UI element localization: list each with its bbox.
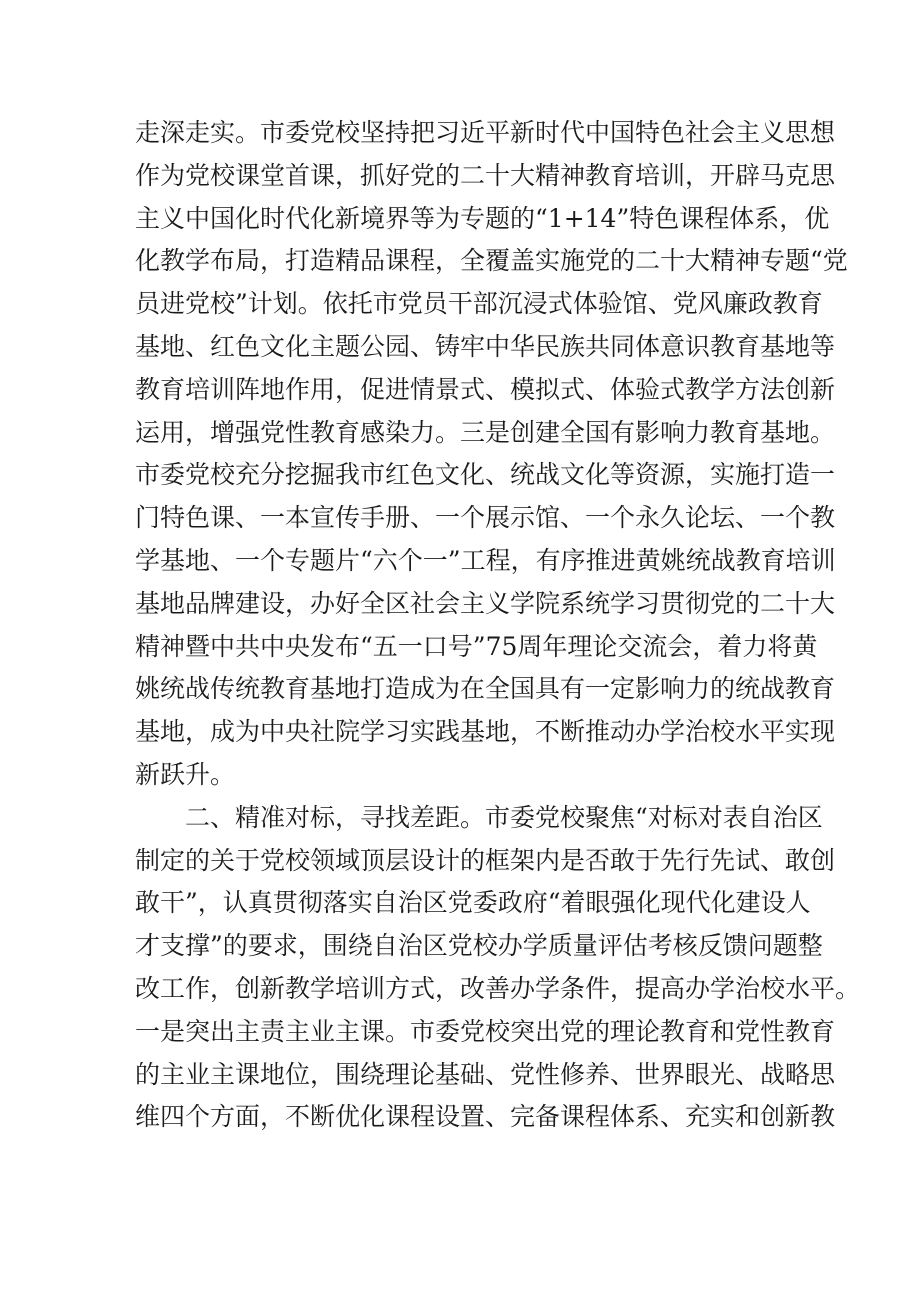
text-line: 主义中国化时代化新境界等为专题的“1+14”特色课程体系，优 (135, 203, 830, 233)
text-line: 一是突出主责主业主课。市委党校突出党的理论教育和党性教育 (135, 1016, 836, 1046)
text-line: 的主业主课地位，围绕理论基础、党性修养、世界眼光、战略思 (135, 1059, 836, 1089)
text-line: 走深走实。市委党校坚持把习近平新时代中国特色社会主义思想 (135, 118, 836, 147)
text-line: 制定的关于党校领域顶层设计的框架内是否敢于先行先试、敢创 (135, 845, 836, 875)
text-line: 基地，成为中央社院学习实践基地，不断推动办学治校水平实现 (135, 717, 836, 747)
text-line: 学基地、一个专题片“六个一”工程，有序推进黄姚统战教育培训 (135, 545, 836, 575)
text-line: 维四个方面，不断优化课程设置、完备课程体系、充实和创新教 (135, 1102, 836, 1132)
text-line: 员进党校”计划。依托市党员干部沉浸式体验馆、党风廉政教育 (135, 289, 823, 319)
text-line: 新跃升。 (135, 759, 236, 789)
body-text (135, 112, 861, 1139)
text-line: 精神暨中共中央发布“五一口号”75周年理论交流会，着力将黄 (135, 631, 818, 661)
text-line: 改工作，创新教学培训方式，改善办学条件，提高办学治校水平。 (135, 973, 861, 1003)
text-line: 化教学布局，打造精品课程，全覆盖实施党的二十大精神专题“党 (135, 246, 848, 276)
text-line: 教育培训阵地作用，促进情景式、模拟式、体验式教学方法创新 (135, 374, 836, 404)
text-line: 作为党校课堂首课，抓好党的二十大精神教育培训，开辟马克思 (135, 160, 836, 190)
text-line: 才支撑”的要求，围绕自治区党校办学质量评估考核反馈问题整 (135, 931, 823, 961)
text-line: 姚统战传统教育基地打造成为在全国具有一定影响力的统战教育 (135, 674, 836, 704)
text-line: 市委党校充分挖掘我市红色文化、统战文化等资源，实施打造一 (135, 460, 836, 490)
text-line: 运用，增强党性教育感染力。三是创建全国有影响力教育基地。 (135, 417, 836, 447)
text-line: 基地、红色文化主题公园、铸牢中华民族共同体意识教育基地等 (135, 331, 836, 361)
paragraph-start-line: 二、精准对标，寻找差距。市委党校聚焦“对标对表自治区 (185, 802, 823, 832)
text-line: 基地品牌建设，办好全区社会主义学院系统学习贯彻党的二十大 (135, 588, 836, 618)
text-line: 敢干”，认真贯彻落实自治区党委政府“着眼强化现代化建设人 (135, 888, 811, 918)
text-line: 门特色课、一本宣传手册、一个展示馆、一个永久论坛、一个教 (135, 503, 836, 533)
